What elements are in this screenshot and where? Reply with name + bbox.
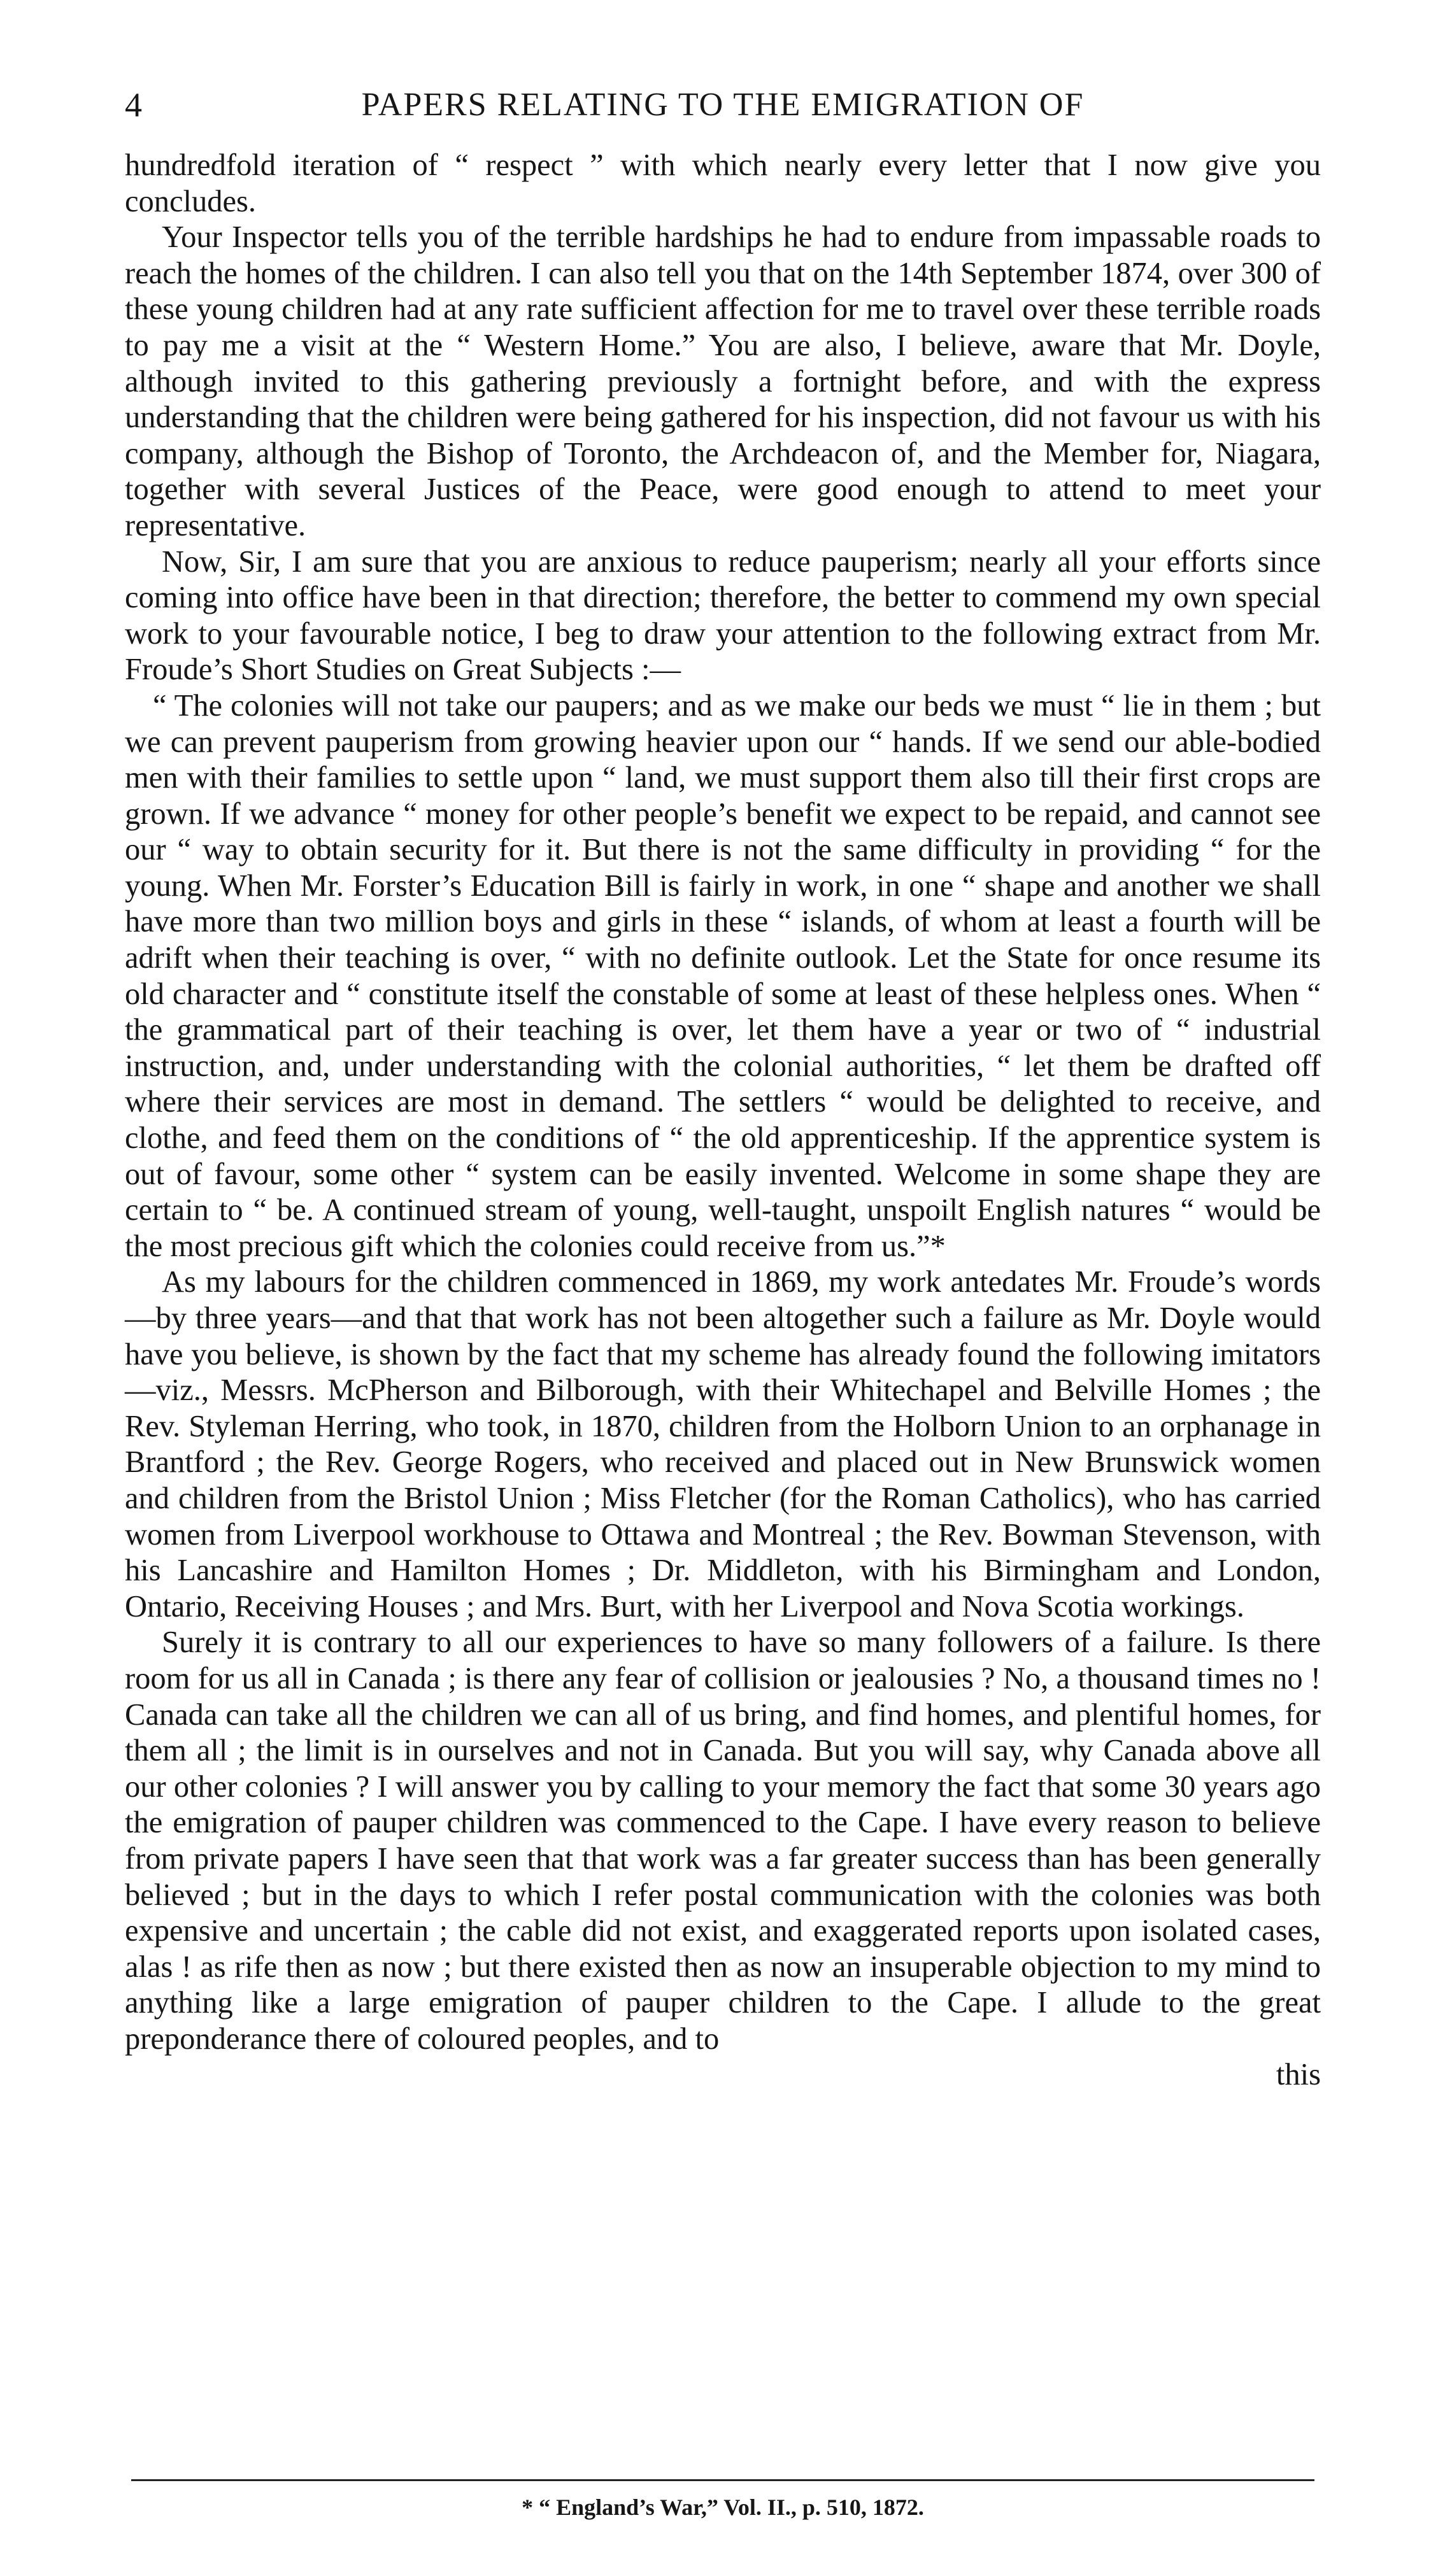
footnote: * “ England’s War,” Vol. II., p. 510, 1872.: [522, 2495, 924, 2520]
page-number: 4: [125, 86, 142, 124]
paragraph-canada: Surely it is contrary to all our experiences to have so many followers of a failure. Is there room for us all in Canada ; is there any fear of collision or jealousies ? No, a thousand times no ! Canada can take all the children we can all of us bring, and find homes, and plentiful homes, for them all ; the limit is in ourselves and not in Canada. But you will say, why Canada above all our other colonies ? I will answer you by calling to your memory the fact that some 30 years ago the emigration of pauper children was commenced to the Cape. I have every reason to believe from private papers I have seen that that work was a far greater success than has been generally believed ; but in the days to which I refer postal communication with the colonies was both expensive and uncertain ; the cable did not exist, and exaggerated reports upon isolated cases, alas ! as rife then as now ; but there existed then as now an insuperable objection to my mind to anything like a large emigration of pauper children to the Cape. I allude to the great preponderance there of coloured peoples, and to: [125, 1625, 1321, 2056]
catchword: this: [1276, 2058, 1321, 2092]
running-title: PAPERS RELATING TO THE EMIGRATION OF: [361, 87, 1085, 123]
footnote-divider: [131, 2479, 1314, 2481]
page-header: [125, 79, 1321, 130]
paragraph-continuation: hundredfold iteration of “ respect ” with which nearly every letter that I now give you concludes.: [125, 148, 1321, 218]
paragraph-pauperism: Now, Sir, I am sure that you are anxious to reduce pauperism; nearly all your efforts since coming into office have been in that direction; therefore, the better to commend my own special work to your favourable notice, I beg to draw your attention to the following extract from Mr. Froude’s Short Studies on Great Subjects :—: [125, 544, 1321, 687]
paragraph-inspector: Your Inspector tells you of the terrible hardships he had to endure from impassable roads to reach the homes of the children. I can also tell you that on the 14th September 1874, over 300 of these young children had at any rate sufficient affection for me to travel over these terrible roads to pay me a visit at the “ Western Home.” You are also, I believe, aware that Mr. Doyle, although invited to this gathering previously a fortnight before, and with the express understanding that the children were being gathered for his inspection, did not favour us with his company, although the Bishop of Toronto, the Archdeacon of, and the Member for, Niagara, together with several Justices of the Peace, were good enough to attend to meet your representative.: [125, 220, 1321, 542]
body-text: [125, 148, 1321, 2093]
document-page: [125, 0, 1321, 2576]
froude-quotation: “ The colonies will not take our paupers; and as we make our beds we must “ lie in them ; but we can prevent pauperism from growing heavier upon our “ hands. If we send our able-bodied men with their families to settle upon “ land, we must support them also till their first crops are grown. If we advance “ money for other people’s benefit we expect to be repaid, and cannot see our “ way to obtain security for it. But there is not the same difficulty in providing “ for the young. When Mr. Forster’s Education Bill is fairly in work, in one “ shape and another we shall have more than two million boys and girls in these “ islands, of whom at least a fourth will be adrift when their teaching is over, “ with no definite outlook. Let the State for once resume its old character and “ constitute itself the constable of some at least of these helpless ones. When “ the grammatical part of their teaching is over, let them have a year or two of “ industrial instruction, and, under understanding with the colonial authorities, “ let them be drafted off where their services are most in demand. The settlers “ would be delighted to receive, and clothe, and feed them on the conditions of “ the old apprenticeship. If the apprentice system is out of favour, some other “ system can be easily invented. Welcome in some shape they are certain to “ be. A continued stream of young, well-taught, unspoilt English natures “ would be the most precious gift which the colonies could receive from us.”*: [125, 688, 1321, 1263]
paragraph-imitators: As my labours for the children commenced in 1869, my work antedates Mr. Froude’s words—by three years—and that that work has not been altogether such a failure as Mr. Doyle would have you believe, is shown by the fact that my scheme has already found the following imitators—viz., Messrs. McPherson and Bilborough, with their Whitechapel and Belville Homes ; the Rev. Styleman Herring, who took, in 1870, children from the Holborn Union to an orphanage in Brantford ; the Rev. George Rogers, who received and placed out in New Brunswick women and children from the Bristol Union ; Miss Fletcher (for the Roman Catholics), who has carried women from Liverpool workhouse to Ottawa and Montreal ; the Rev. Bowman Stevenson, with his Lancashire and Hamilton Homes ; Dr. Middleton, with his Birmingham and London, Ontario, Receiving Houses ; and Mrs. Burt, with her Liverpool and Nova Scotia workings.: [125, 1265, 1321, 1624]
